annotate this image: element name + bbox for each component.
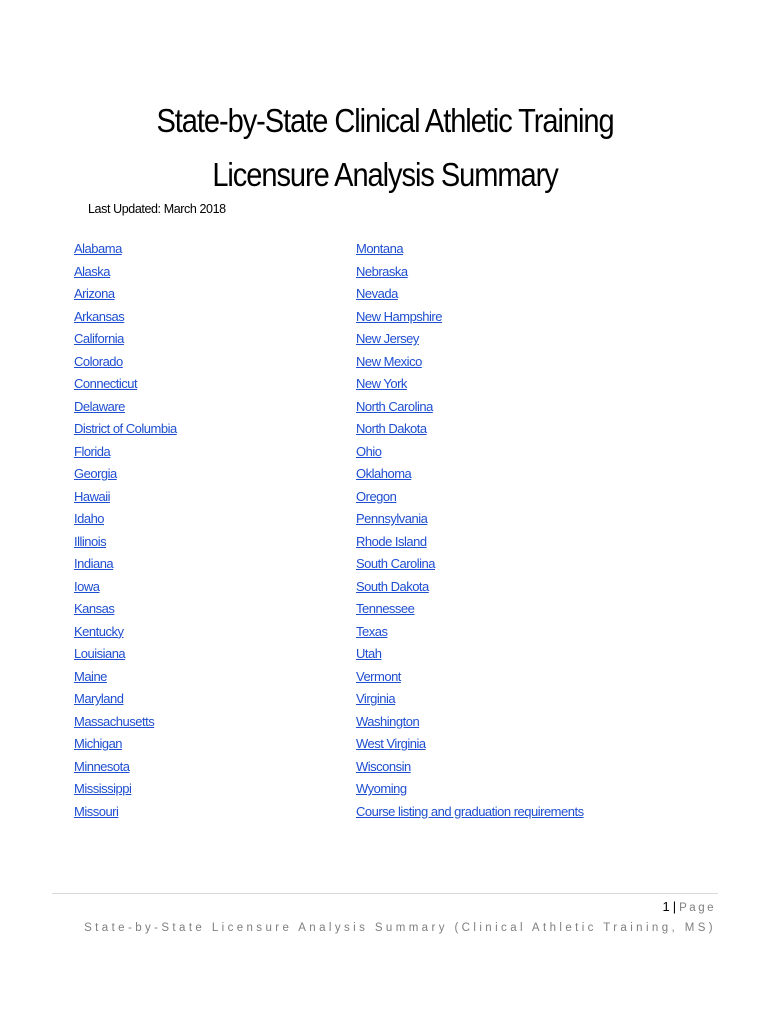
state-link-delaware[interactable]: Delaware bbox=[74, 398, 125, 414]
state-link-new-hampshire[interactable]: New Hampshire bbox=[356, 308, 442, 324]
state-link-arizona[interactable]: Arizona bbox=[74, 286, 115, 301]
link-list-item bbox=[74, 261, 177, 284]
state-link-utah[interactable]: Utah bbox=[356, 646, 382, 661]
state-link-minnesota[interactable]: Minnesota bbox=[74, 758, 130, 774]
link-list-item bbox=[74, 553, 177, 576]
link-list-item bbox=[356, 486, 584, 509]
link-list-item bbox=[74, 598, 177, 621]
state-link-illinois[interactable]: Illinois bbox=[74, 533, 107, 549]
link-list-item bbox=[74, 733, 177, 756]
link-list-item bbox=[356, 621, 584, 644]
footer-running-title: State-by-State Licensure Analysis Summary (Clinical Athletic Training, MS) bbox=[84, 922, 716, 934]
state-links-left-column bbox=[74, 238, 177, 823]
link-list-item bbox=[356, 531, 584, 554]
state-link-nebraska[interactable]: Nebraska bbox=[356, 263, 408, 279]
link-list-item bbox=[356, 238, 584, 261]
state-link-idaho[interactable]: Idaho bbox=[74, 511, 105, 526]
link-list-item bbox=[356, 508, 584, 531]
state-link-oklahoma[interactable]: Oklahoma bbox=[356, 466, 412, 481]
state-link-washington[interactable]: Washington bbox=[356, 713, 420, 729]
link-list-item bbox=[74, 778, 177, 801]
state-link-arkansas[interactable]: Arkansas bbox=[74, 308, 125, 324]
link-list-item bbox=[74, 711, 177, 734]
state-link-maine[interactable]: Maine bbox=[74, 668, 107, 684]
link-list-item bbox=[356, 756, 584, 779]
link-list-item bbox=[356, 666, 584, 689]
link-list-item bbox=[74, 486, 177, 509]
link-list-item bbox=[356, 441, 584, 464]
state-link-montana[interactable]: Montana bbox=[356, 241, 404, 256]
state-link-georgia[interactable]: Georgia bbox=[74, 466, 117, 481]
state-link-missouri[interactable]: Missouri bbox=[74, 803, 119, 819]
link-list-item bbox=[74, 351, 177, 374]
link-list-item bbox=[356, 688, 584, 711]
state-link-pennsylvania[interactable]: Pennsylvania bbox=[356, 511, 428, 526]
state-link-alaska[interactable]: Alaska bbox=[74, 263, 111, 279]
state-link-new-york[interactable]: New York bbox=[356, 376, 407, 391]
link-list-item bbox=[74, 531, 177, 554]
link-list-item bbox=[356, 283, 584, 306]
link-list-item bbox=[74, 508, 177, 531]
link-list-item bbox=[356, 733, 584, 756]
link-list-item bbox=[74, 396, 177, 419]
state-link-virginia[interactable]: Virginia bbox=[356, 691, 396, 706]
link-list-item bbox=[356, 328, 584, 351]
link-list-item bbox=[74, 688, 177, 711]
link-list-item bbox=[356, 711, 584, 734]
link-list-item bbox=[356, 351, 584, 374]
link-list-item bbox=[74, 306, 177, 329]
state-link-north-carolina[interactable]: North Carolina bbox=[356, 398, 433, 414]
state-link-south-dakota[interactable]: South Dakota bbox=[356, 578, 429, 594]
link-list-item bbox=[74, 801, 177, 824]
state-link-oregon[interactable]: Oregon bbox=[356, 488, 397, 504]
page-number-separator: | bbox=[672, 899, 677, 914]
state-link-hawaii[interactable]: Hawaii bbox=[74, 488, 111, 504]
state-link-mississippi[interactable]: Mississippi bbox=[74, 781, 132, 796]
state-link-alabama[interactable]: Alabama bbox=[74, 241, 122, 256]
link-list-item bbox=[356, 463, 584, 486]
link-list-item bbox=[356, 553, 584, 576]
state-link-louisiana[interactable]: Louisiana bbox=[74, 646, 126, 661]
link-list-item bbox=[356, 801, 584, 824]
state-link-north-dakota[interactable]: North Dakota bbox=[356, 421, 427, 436]
link-list-item bbox=[74, 441, 177, 464]
link-list-item bbox=[74, 643, 177, 666]
state-link-michigan[interactable]: Michigan bbox=[74, 736, 123, 751]
state-link-wisconsin[interactable]: Wisconsin bbox=[356, 758, 411, 774]
state-link-iowa[interactable]: Iowa bbox=[74, 578, 100, 594]
link-list-item bbox=[356, 396, 584, 419]
state-link-texas[interactable]: Texas bbox=[356, 623, 388, 639]
title-line-1: State-by-State Clinical Athletic Training bbox=[156, 102, 614, 139]
state-link-south-carolina[interactable]: South Carolina bbox=[356, 556, 435, 571]
link-list-item bbox=[74, 576, 177, 599]
state-link-new-jersey[interactable]: New Jersey bbox=[356, 331, 419, 346]
state-links-right-column bbox=[356, 238, 584, 823]
state-link-tennessee[interactable]: Tennessee bbox=[356, 601, 415, 616]
page-number-value: 1 bbox=[662, 899, 670, 914]
last-updated-text: Last Updated: March 2018 bbox=[88, 202, 226, 216]
state-link-connecticut[interactable]: Connecticut bbox=[74, 376, 138, 391]
link-list-item bbox=[356, 643, 584, 666]
state-link-florida[interactable]: Florida bbox=[74, 443, 111, 459]
link-list-item bbox=[356, 598, 584, 621]
link-list-item bbox=[74, 621, 177, 644]
link-list-item bbox=[356, 373, 584, 396]
state-link-ohio[interactable]: Ohio bbox=[356, 443, 382, 459]
state-link-maryland[interactable]: Maryland bbox=[74, 691, 124, 706]
state-link-district-of-columbia[interactable]: District of Columbia bbox=[74, 421, 177, 436]
link-list-item bbox=[74, 373, 177, 396]
link-list-item bbox=[74, 418, 177, 441]
state-link-nevada[interactable]: Nevada bbox=[356, 286, 398, 301]
link-list-item bbox=[356, 418, 584, 441]
state-link-indiana[interactable]: Indiana bbox=[74, 556, 114, 571]
state-link-colorado[interactable]: Colorado bbox=[74, 353, 123, 369]
link-list-item bbox=[356, 261, 584, 284]
state-link-wyoming[interactable]: Wyoming bbox=[356, 781, 407, 796]
state-link-course-listing-and-graduation-requirements[interactable]: Course listing and graduation requirements bbox=[356, 803, 584, 819]
state-link-new-mexico[interactable]: New Mexico bbox=[356, 353, 422, 369]
state-link-massachusetts[interactable]: Massachusetts bbox=[74, 713, 155, 729]
link-list-item bbox=[356, 576, 584, 599]
title-line-2: Licensure Analysis Summary bbox=[212, 156, 558, 193]
state-link-kansas[interactable]: Kansas bbox=[74, 601, 115, 616]
state-link-vermont[interactable]: Vermont bbox=[356, 668, 401, 684]
link-list-item bbox=[74, 666, 177, 689]
state-link-kentucky[interactable]: Kentucky bbox=[74, 623, 124, 639]
link-list-item bbox=[356, 778, 584, 801]
state-link-california[interactable]: California bbox=[74, 331, 124, 346]
state-link-west-virginia[interactable]: West Virginia bbox=[356, 736, 426, 751]
link-list-item bbox=[74, 463, 177, 486]
footer-divider bbox=[52, 893, 718, 894]
link-list-item bbox=[74, 283, 177, 306]
page-label: Page bbox=[679, 902, 716, 914]
link-list-item bbox=[74, 328, 177, 351]
document-title bbox=[46, 94, 724, 202]
page-number bbox=[663, 899, 716, 914]
link-list-item bbox=[356, 306, 584, 329]
state-link-rhode-island[interactable]: Rhode Island bbox=[356, 533, 427, 549]
link-list-item bbox=[74, 756, 177, 779]
link-list-item bbox=[74, 238, 177, 261]
